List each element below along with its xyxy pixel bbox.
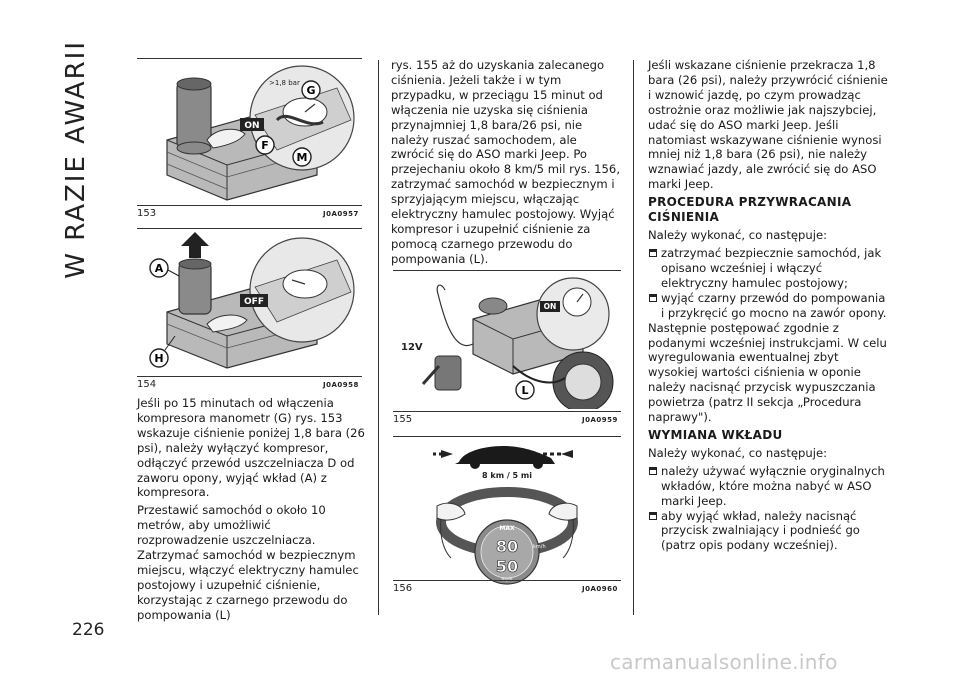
figure-155 — [393, 274, 621, 409]
fig156-50-label: 50 — [495, 557, 519, 576]
callout-l: L — [521, 384, 529, 397]
fig155-on-label: ON — [543, 302, 557, 311]
fig156-80-label: 80 — [495, 537, 519, 556]
col3-paragraph-1: Jeśli wskazane ciśnienie przekracza 1,8 bara (26 psi), należy przywrócić ciśnienie i wznowić jazdę, po czym prowadząc ostrożnie oraz możliwie jak najszybciej, udać się do ASO marki Jeep. Jeśli natomiast wskazywane ciśnienie wynosi mniej niż 1,8 bara (26 psi), nie należy wznawiać jazdy, ale zwrócić się do ASO marki Jeep. — [648, 58, 888, 192]
fig153-code: J0A0957 — [323, 210, 359, 218]
col2-paragraph-1: rys. 155 aż do uzyskania zalecanego ciśnienia. Jeżeli także i w tym przypadku, w przeciągu 15 minut od włączenia nie uzyska się ciśnienia przynajmniej 1,8 bara/26 psi, nie należy ruszać samochodem, ale zwrócić się do ASO marki Jeep. Po przejechaniu około 8 km/5 mil rys. 156, zatrzymać samochód w bezpiecznym i sprzyjającym miejscu, włączając elektryczny hamulec postojowy. Wyjąć kompresor i uzupełnić ciśnienie za pomocą czarnego przewodu do pompowania (L). — [391, 58, 620, 266]
callout-h: H — [154, 352, 164, 365]
column-2-text — [391, 58, 621, 270]
fig156-max-label: MAX — [499, 525, 515, 532]
fig153-caption-rule — [137, 205, 362, 206]
column-3-text — [648, 58, 888, 553]
heading-wymiana: WYMIANA WKŁADU — [648, 427, 783, 442]
fig154-caption-rule — [137, 376, 362, 377]
col1-paragraph-2: Przestawić samochód o około 10 metrów, aby umożliwić rozprowadzenie uszczelniacza. Zatrzymać samochód w bezpiecznym miejscu, włączyć elektryczny hamulec postojowy i uzupełnić ciśnienie, korzystając z czarnego przewodu do pompowania (L) — [137, 503, 359, 622]
fig154-code: J0A0958 — [323, 381, 359, 389]
fig156-km-label: km/h — [533, 544, 546, 550]
bullet-icon — [648, 246, 661, 291]
col1-paragraph-1: Jeśli po 15 minutach od włączenia kompresora manometr (G) rys. 153 wskazuje ciśnienie poniżej 1,8 bara (26 psi), należy wyłączyć kompresor, odłączyć przewód uszczelniacza D od zaworu opony, wyjąć wkład (A) z kompresora. — [137, 396, 365, 500]
bullet-icon — [648, 464, 661, 509]
fig154-off-label: OFF — [244, 297, 264, 307]
fig155-number: 155 — [393, 414, 413, 425]
col3-paragraph-3: Następnie postępować zgodnie z podanymi wcześniej instrukcjami. W celu wyregulowania ewentualnej zbyt wysokiej wartości ciśnienia w oponie należy nacisnąć przycisk wypuszczania powietrza (patrz II sekcja „Procedura naprawy"). — [648, 320, 887, 425]
fig154-number: 154 — [137, 379, 157, 390]
bullet-icon — [648, 291, 661, 321]
fig155-12v-label: 12V — [401, 342, 423, 353]
fig156-caption-rule — [393, 580, 621, 581]
column-1-text — [137, 396, 365, 626]
figure-153 — [137, 60, 362, 205]
fig156-code: J0A0960 — [582, 585, 618, 593]
callout-a: A — [154, 262, 164, 275]
bullet-item: wyjąć czarny przewód do pompowania i przykręcić go mocno na zawór opony. — [648, 291, 888, 321]
fig153-top-rule — [137, 58, 362, 59]
bullet-item: aby wyjąć wkład, należy nacisnąć przycisk zwalniający i podnieść go (patrz opis podany wcześniej). — [648, 509, 888, 554]
column-divider-2 — [633, 60, 634, 615]
fig153-bar-label: >1,8 bar — [269, 79, 300, 87]
figure-154 — [137, 232, 362, 372]
page-number: 226 — [72, 620, 105, 640]
section-title: W RAZIE AWARII — [61, 40, 91, 279]
bullet-item: należy używać wyłącznie oryginalnych wkładów, które można nabyć w ASO marki Jeep. — [648, 464, 888, 509]
fig153-number: 153 — [137, 208, 157, 219]
fig155-caption-rule — [393, 411, 621, 412]
callout-m: M — [296, 151, 308, 164]
bullet-icon — [648, 509, 661, 554]
heading-procedura: PROCEDURA PRZYWRACANIA CIŚNIENIA — [648, 195, 852, 225]
fig156-number: 156 — [393, 583, 413, 594]
fig155-top-rule — [393, 270, 621, 271]
fig155-code: J0A0959 — [582, 416, 618, 424]
callout-g: G — [306, 84, 316, 97]
fig153-on-label: ON — [244, 121, 260, 131]
bullet-item: zatrzymać bezpiecznie samochód, jak opisano wcześniej i włączyć elektryczny hamulec postojowy; — [648, 246, 888, 291]
watermark: carmanualsonline.info — [610, 650, 838, 674]
fig156-speed-label: 8 km / 5 mi — [482, 471, 532, 480]
column-divider-1 — [378, 60, 379, 615]
callout-f: F — [261, 139, 269, 152]
fig154-top-rule — [137, 228, 362, 229]
col3-paragraph-4: Należy wykonać, co następuje: — [648, 445, 827, 460]
fig156-top-rule — [393, 436, 621, 437]
col3-paragraph-2: Należy wykonać, co następuje: — [648, 228, 827, 243]
